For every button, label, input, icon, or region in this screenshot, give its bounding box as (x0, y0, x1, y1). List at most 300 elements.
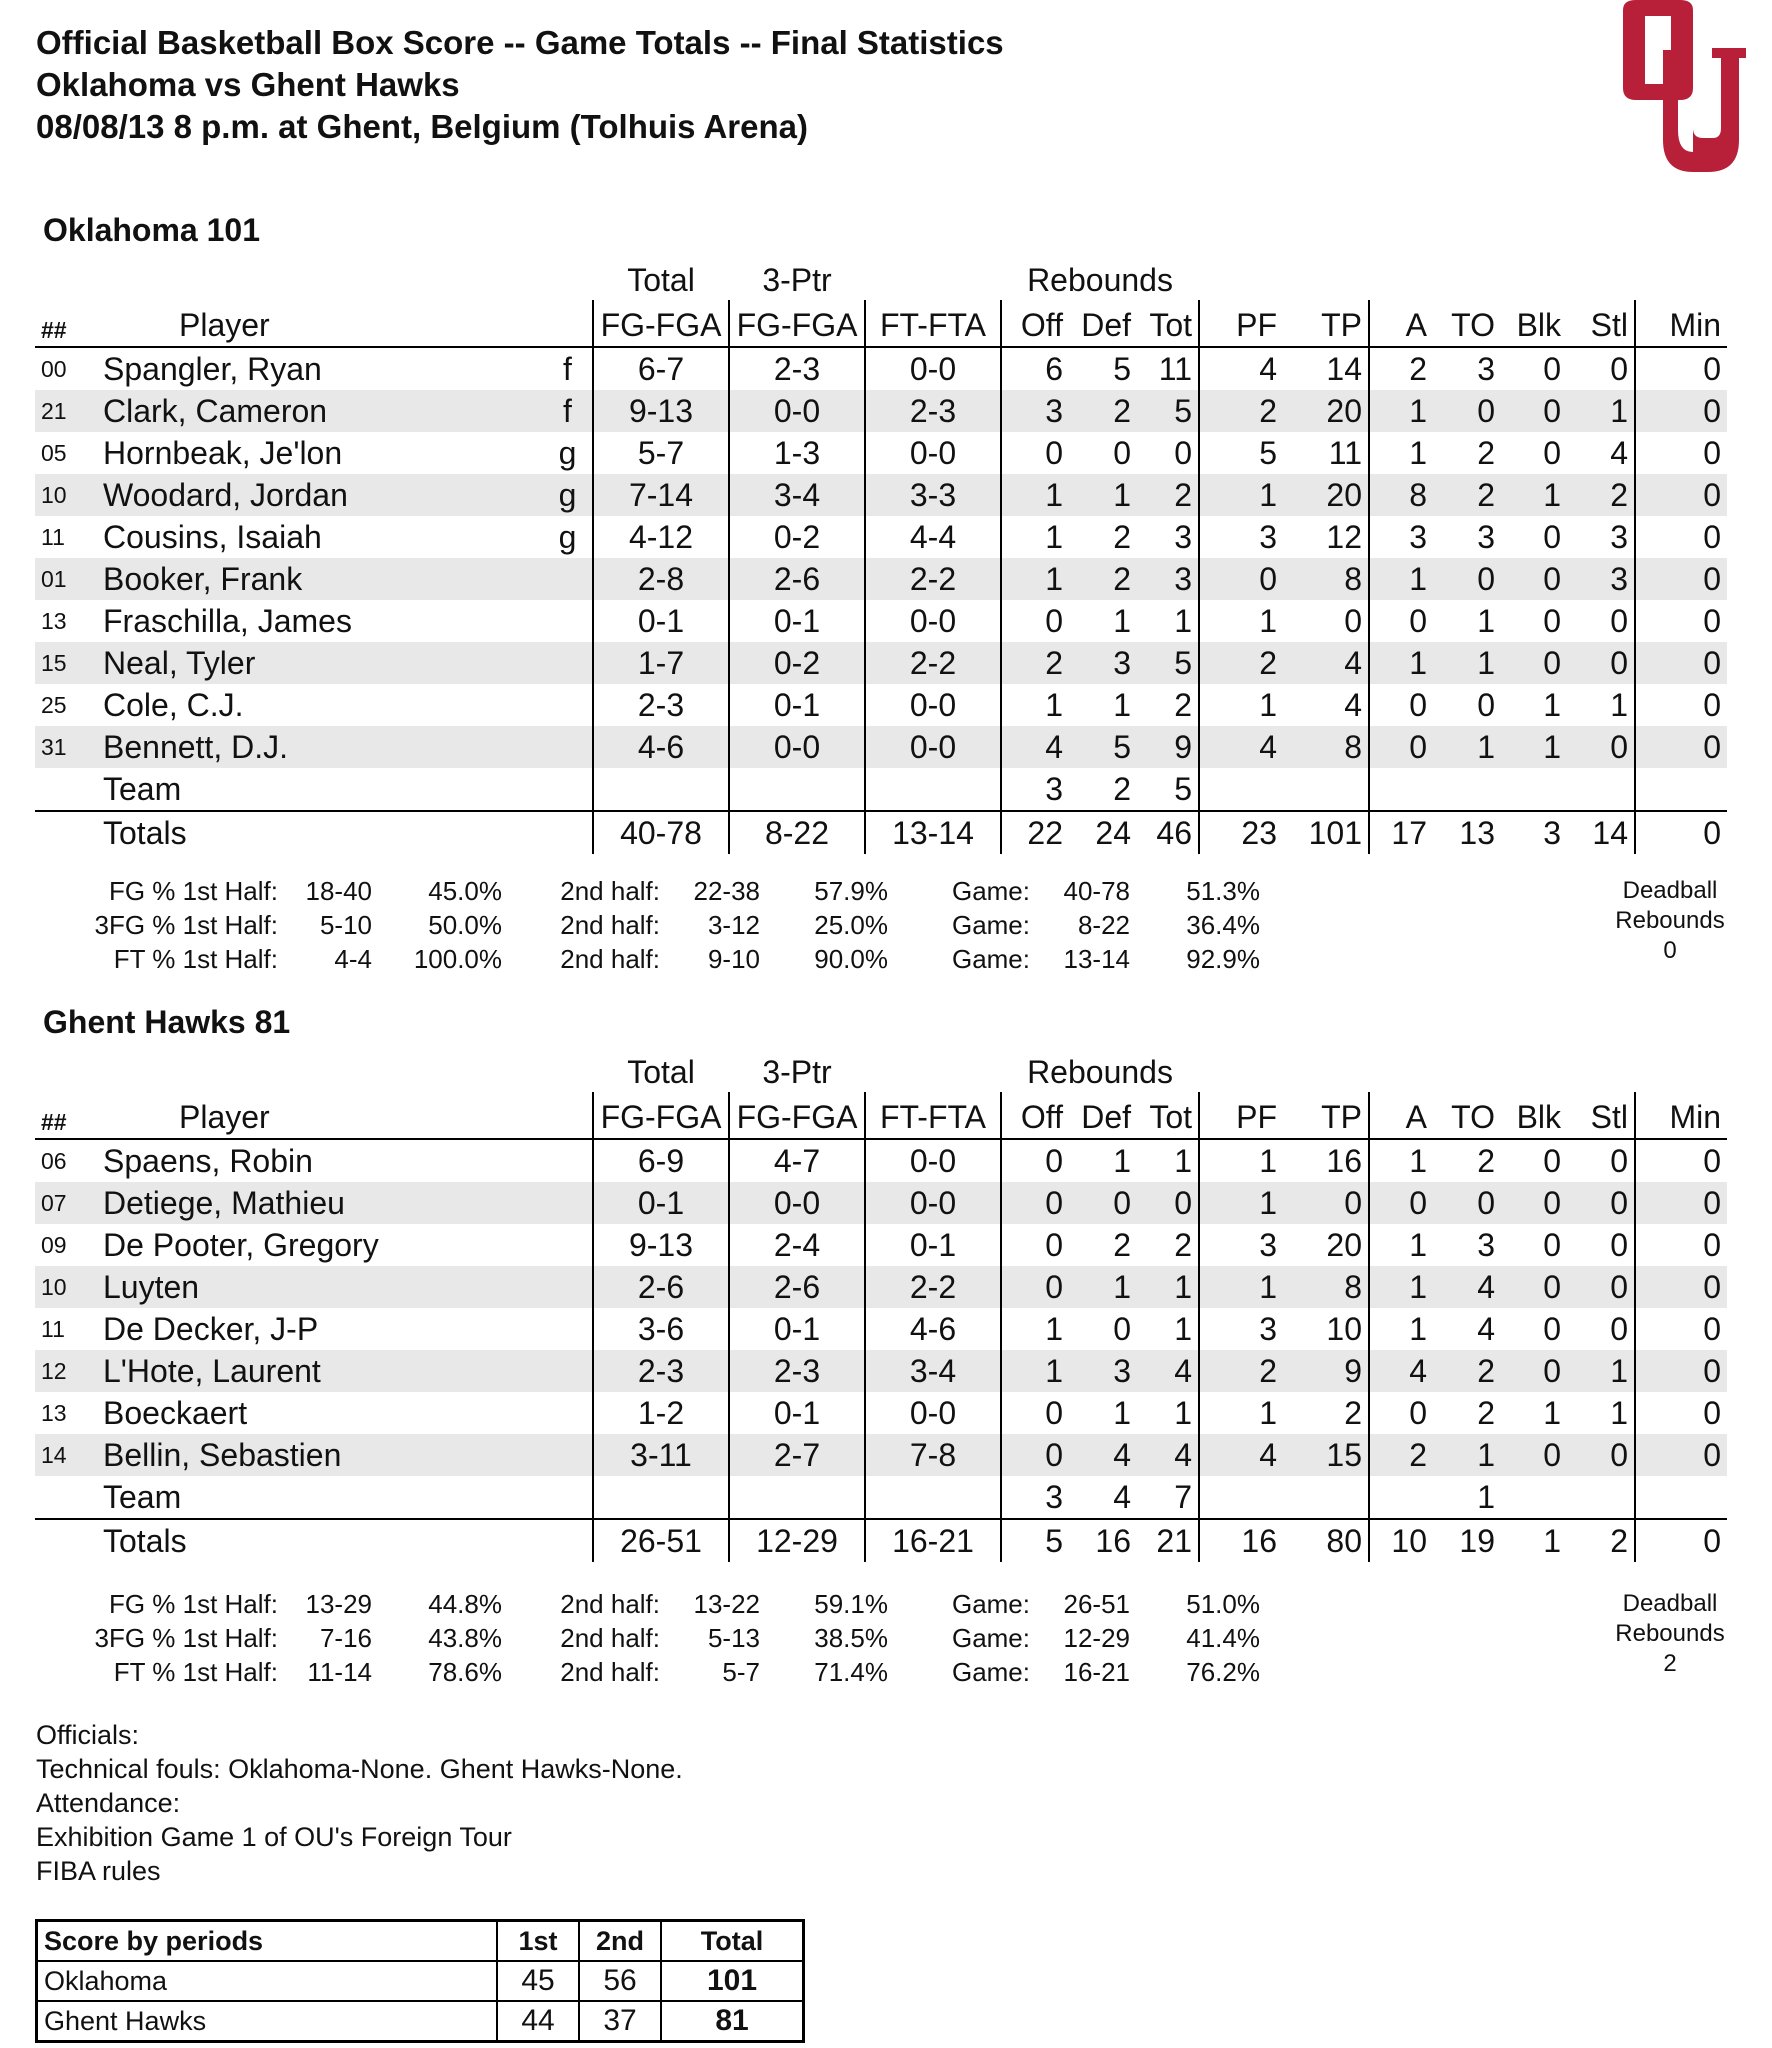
ft-fta: 13-14 (865, 811, 1001, 854)
turnovers: 3 (1477, 1226, 1496, 1263)
player-number: 31 (35, 726, 103, 768)
first-half-made: 4-4 (334, 944, 372, 974)
first-half-pct: 45.0% (428, 876, 502, 906)
player-number: 15 (35, 642, 103, 684)
blocks: 0 (1543, 350, 1562, 387)
reb-off: 1 (1001, 1350, 1069, 1392)
box-score-ghent (35, 1052, 1727, 1562)
group-total-label: Total (627, 1053, 695, 1090)
fg3-fga: 12-29 (729, 1519, 865, 1562)
table-row (35, 390, 1727, 432)
ft-fta: 0-0 (865, 1182, 1001, 1224)
col-blk: Blk (1501, 1092, 1567, 1139)
reb-off: 2 (1001, 642, 1069, 684)
col-stl: Stl (1567, 1092, 1635, 1139)
rebounds-label: Rebounds (1615, 907, 1725, 934)
personal-fouls: 4 (1199, 347, 1283, 390)
turnovers: 1 (1477, 1478, 1496, 1515)
fg3-fga: 3-4 (729, 474, 865, 516)
turnovers: 19 (1433, 1519, 1501, 1562)
assists: 4 (1369, 1350, 1433, 1392)
table-row (35, 1350, 1727, 1392)
fg-fga: 0-1 (593, 600, 729, 642)
personal-fouls: 5 (1199, 432, 1283, 474)
player-number: 10 (35, 1266, 103, 1308)
note-rules: FIBA rules (36, 1856, 161, 1886)
fg-fga: 2-8 (593, 558, 729, 600)
assists: 0 (1369, 1392, 1433, 1434)
blocks: 1 (1501, 1519, 1567, 1562)
reb-off: 3 (1001, 1476, 1069, 1519)
reb-tot: 2 (1174, 686, 1193, 723)
blank (729, 768, 865, 811)
col-tp: TP (1283, 1092, 1369, 1139)
turnovers: 0 (1433, 390, 1501, 432)
second-half-pct: 90.0% (814, 944, 888, 974)
note-technical-fouls: Technical fouls: Oklahoma-None. Ghent Hawks-None. (36, 1754, 683, 1784)
ft-fta: 0-0 (865, 1392, 1001, 1434)
ft-fta: 2-2 (865, 1266, 1001, 1308)
first-half-made: 13-29 (305, 1589, 372, 1619)
player-position (543, 1182, 593, 1224)
blank (729, 1476, 865, 1519)
player-position: f (563, 350, 572, 387)
fg-fga: 0-1 (593, 1182, 729, 1224)
player-name: Fraschilla, James (103, 602, 352, 639)
col-off: Off (1001, 300, 1069, 347)
total-points: 4 (1283, 642, 1369, 684)
steals: 0 (1567, 1182, 1635, 1224)
steals: 14 (1567, 811, 1635, 854)
deadball-label: Deadball (1622, 877, 1718, 904)
player-position (543, 600, 593, 642)
turnovers (1433, 768, 1501, 811)
col-blk: Blk (1501, 300, 1567, 347)
reb-def: 3 (1069, 642, 1137, 684)
game-made: 13-14 (1063, 944, 1130, 974)
minutes: 0 (1635, 1434, 1727, 1476)
second-half-label: 2nd half: (560, 910, 660, 940)
deadball-rebounds-oklahoma (1585, 876, 1755, 966)
col-num: ## (35, 1092, 103, 1139)
reb-off: 5 (1001, 1519, 1069, 1562)
fg3-fga: 0-2 (729, 642, 865, 684)
total-points: 0 (1283, 1182, 1369, 1224)
total-points: 16 (1326, 1142, 1363, 1179)
col-fg3: FG-FGA (729, 300, 865, 347)
player-rows-ghent (35, 1139, 1727, 1562)
total-points: 80 (1283, 1519, 1369, 1562)
reb-off: 0 (1001, 1139, 1069, 1182)
totals-row (35, 1519, 1727, 1562)
col-fg3: FG-FGA (729, 1092, 865, 1139)
reb-off: 0 (1001, 600, 1069, 642)
personal-fouls: 4 (1199, 1434, 1283, 1476)
reb-off: 3 (1001, 390, 1069, 432)
first-half-made: 11-14 (307, 1657, 372, 1687)
minutes: 0 (1635, 1224, 1727, 1266)
total-points: 11 (1328, 434, 1363, 471)
steals: 0 (1567, 1266, 1635, 1308)
reb-off: 0 (1001, 432, 1069, 474)
player-name: Woodard, Jordan (103, 474, 543, 516)
periods-2nd: 37 (579, 2001, 661, 2042)
minutes: 0 (1635, 558, 1727, 600)
total-points: 10 (1326, 1310, 1363, 1347)
minutes: 0 (1635, 684, 1727, 726)
note-officials: Officials: (36, 1720, 140, 1750)
turnovers: 1 (1433, 726, 1501, 768)
pct-label: FT % 1st Half: (113, 1657, 278, 1687)
total-points: 8 (1283, 1266, 1369, 1308)
reb-def: 2 (1113, 1226, 1131, 1263)
col-pf: PF (1199, 1092, 1283, 1139)
team-row-label: Team (103, 770, 182, 807)
periods-1st: 44 (497, 2001, 579, 2042)
player-position: f (543, 390, 593, 432)
periods-row-ghent (37, 2001, 804, 2042)
second-half-label: 2nd half: (560, 1623, 660, 1653)
steals: 0 (1567, 1434, 1635, 1476)
blocks: 0 (1543, 602, 1562, 639)
personal-fouls: 2 (1199, 1350, 1283, 1392)
fg-fga: 2-3 (593, 684, 729, 726)
fg-fga: 2-3 (593, 1350, 729, 1392)
assists: 1 (1369, 642, 1433, 684)
blocks: 1 (1543, 1394, 1562, 1431)
player-position (543, 1266, 593, 1308)
personal-fouls: 23 (1199, 811, 1283, 854)
player-position (543, 642, 593, 684)
reb-def: 1 (1069, 1266, 1137, 1308)
pct-label: 3FG % 1st Half: (94, 910, 278, 940)
blank (593, 768, 729, 811)
second-half-label: 2nd half: (560, 1657, 660, 1687)
player-number: 21 (35, 390, 103, 432)
table-row (35, 516, 1727, 558)
reb-tot: 1 (1137, 1266, 1199, 1308)
second-half-made: 13-22 (693, 1589, 760, 1619)
game-made: 16-21 (1063, 1657, 1130, 1687)
assists: 8 (1369, 474, 1433, 516)
turnovers: 3 (1477, 350, 1496, 387)
blank (35, 811, 103, 854)
minutes: 0 (1635, 1266, 1727, 1308)
minutes: 0 (1635, 642, 1727, 684)
player-name: Neal, Tyler (103, 642, 543, 684)
group-rebounds-label: Rebounds (1027, 1053, 1173, 1090)
periods-header-total: Total (661, 1921, 804, 1962)
total-points: 20 (1283, 390, 1369, 432)
player-position (543, 1139, 593, 1182)
personal-fouls: 2 (1199, 642, 1283, 684)
reb-off: 1 (1001, 474, 1069, 516)
blank (35, 768, 103, 811)
ou-logo-shapes (1623, 0, 1746, 172)
first-half-made: 5-10 (319, 910, 372, 940)
total-points: 14 (1326, 350, 1363, 387)
blank (543, 768, 593, 811)
personal-fouls: 3 (1199, 1224, 1283, 1266)
fg-fga: 4-12 (593, 516, 729, 558)
col-min: Min (1635, 1092, 1727, 1139)
blocks: 0 (1543, 1226, 1562, 1263)
pct-label: FT % 1st Half: (113, 944, 278, 974)
reb-def: 24 (1069, 811, 1137, 854)
fg-fga: 6-9 (593, 1139, 729, 1182)
steals: 1 (1610, 1394, 1629, 1431)
periods-row-oklahoma (37, 1961, 804, 2001)
blocks: 3 (1501, 811, 1567, 854)
ft-fta: 0-1 (865, 1224, 1001, 1266)
game-label: Game: (951, 944, 1030, 974)
turnovers: 2 (1477, 1394, 1496, 1431)
reb-off: 1 (1001, 684, 1069, 726)
player-name: De Pooter, Gregory (103, 1226, 379, 1263)
fg3-fga: 2-6 (729, 558, 865, 600)
second-half-pct: 25.0% (814, 910, 888, 940)
shooting-pct-oklahoma (0, 874, 1300, 976)
ft-fta: 0-0 (865, 432, 1001, 474)
fg3-fga: 2-4 (729, 1224, 865, 1266)
fg-fga: 9-13 (593, 1224, 729, 1266)
periods-total: 81 (661, 2001, 804, 2042)
group-3ptr-label: 3-Ptr (762, 261, 832, 298)
steals: 0 (1610, 1310, 1629, 1347)
personal-fouls: 1 (1199, 1182, 1283, 1224)
player-number: 25 (41, 691, 67, 718)
col-player: Player (103, 1092, 593, 1139)
player-number: 12 (35, 1350, 103, 1392)
player-position: g (543, 474, 593, 516)
blank (543, 1476, 593, 1519)
blocks: 0 (1501, 1350, 1567, 1392)
reb-off: 0 (1001, 1434, 1069, 1476)
turnovers: 4 (1433, 1266, 1501, 1308)
deadball-value: 2 (1663, 1650, 1677, 1677)
game-made: 8-22 (1077, 910, 1130, 940)
player-number: 13 (41, 1399, 67, 1426)
assists: 0 (1369, 1182, 1433, 1224)
fg-fga: 4-6 (593, 726, 729, 768)
player-name: Spaens, Robin (103, 1142, 313, 1179)
pct-label: FG % 1st Half: (108, 876, 278, 906)
deadball-rebounds-ghent (1585, 1589, 1755, 1679)
reb-def: 1 (1113, 1394, 1131, 1431)
periods-header-2nd: 2nd (579, 1921, 661, 1962)
first-half-made: 18-40 (305, 876, 372, 906)
col-tot: Tot (1137, 300, 1199, 347)
game-pct: 36.4% (1186, 910, 1260, 940)
pct-row (0, 1621, 1300, 1655)
total-points: 4 (1344, 686, 1363, 723)
steals: 0 (1610, 350, 1629, 387)
note-attendance: Attendance: (36, 1788, 181, 1818)
table-row (35, 684, 1727, 726)
player-name: Boeckaert (103, 1394, 248, 1431)
table-row (35, 1139, 1727, 1182)
personal-fouls: 2 (1199, 390, 1283, 432)
col-off: Off (1001, 1092, 1069, 1139)
fg3-fga: 4-7 (729, 1139, 865, 1182)
total-points: 8 (1283, 726, 1369, 768)
second-half-made: 5-7 (722, 1657, 760, 1687)
blank (865, 768, 1001, 811)
ou-logo-icon (1608, 0, 1746, 172)
reb-tot: 9 (1137, 726, 1199, 768)
assists: 1 (1369, 432, 1433, 474)
col-def: Def (1069, 1092, 1137, 1139)
reb-def: 3 (1069, 1350, 1137, 1392)
turnovers: 0 (1433, 558, 1501, 600)
player-position: g (558, 518, 577, 555)
minutes: 0 (1635, 811, 1727, 854)
player-number: 14 (35, 1434, 103, 1476)
pct-row (0, 874, 1300, 908)
ft-fta: 16-21 (865, 1519, 1001, 1562)
blank (543, 811, 593, 854)
player-name: De Decker, J-P (103, 1310, 319, 1347)
minutes: 0 (1635, 1350, 1727, 1392)
first-half-made: 7-16 (319, 1623, 372, 1653)
reb-tot: 2 (1174, 1226, 1193, 1263)
second-half-label: 2nd half: (560, 876, 660, 906)
player-position (543, 1224, 593, 1266)
game-pct: 92.9% (1186, 944, 1260, 974)
fg-fga: 1-2 (593, 1392, 729, 1434)
reb-off: 0 (1001, 1224, 1069, 1266)
reb-tot: 1 (1174, 1142, 1193, 1179)
reb-tot: 21 (1137, 1519, 1199, 1562)
minutes: 0 (1635, 1182, 1727, 1224)
reb-tot: 11 (1158, 350, 1193, 387)
ft-fta: 2-3 (865, 390, 1001, 432)
steals: 2 (1567, 474, 1635, 516)
steals: 1 (1567, 1350, 1635, 1392)
reb-tot: 5 (1137, 642, 1199, 684)
second-half-pct: 57.9% (814, 876, 888, 906)
turnovers: 1 (1433, 642, 1501, 684)
assists: 3 (1369, 516, 1433, 558)
ft-fta: 3-3 (865, 474, 1001, 516)
reb-def: 1 (1113, 686, 1131, 723)
turnovers: 2 (1477, 1142, 1496, 1179)
fg3-fga: 8-22 (729, 811, 865, 854)
blank (1635, 1476, 1727, 1519)
reb-off: 0 (1001, 1392, 1069, 1434)
first-half-pct: 43.8% (428, 1623, 502, 1653)
total-points: 8 (1283, 558, 1369, 600)
steals: 0 (1610, 1142, 1629, 1179)
reb-tot: 4 (1137, 1434, 1199, 1476)
steals: 0 (1567, 726, 1635, 768)
col-a: A (1369, 300, 1433, 347)
col-tp: TP (1283, 300, 1369, 347)
game-label: Game: (951, 1589, 1030, 1619)
second-half-pct: 38.5% (814, 1623, 888, 1653)
fg3-fga: 0-0 (729, 726, 865, 768)
table-row (35, 347, 1727, 390)
pct-row (0, 1655, 1300, 1689)
col-a: A (1369, 1092, 1433, 1139)
game-pct: 76.2% (1186, 1657, 1260, 1687)
steals: 4 (1610, 434, 1629, 471)
blank (865, 1476, 1001, 1519)
turnovers: 2 (1433, 474, 1501, 516)
player-name: Hornbeak, Je'lon (103, 434, 343, 471)
table-row (35, 474, 1727, 516)
reb-def: 5 (1113, 350, 1131, 387)
blank (35, 1519, 103, 1562)
steals: 0 (1567, 642, 1635, 684)
table-row (35, 558, 1727, 600)
reb-off: 1 (1001, 1308, 1069, 1350)
reb-def: 2 (1069, 390, 1137, 432)
fg3-fga: 0-1 (729, 1392, 865, 1434)
game-made: 40-78 (1063, 876, 1130, 906)
reb-def: 1 (1113, 602, 1131, 639)
fg3-fga: 0-0 (729, 390, 865, 432)
pct-label: FG % 1st Half: (108, 1589, 278, 1619)
col-player: Player (103, 300, 593, 347)
player-number: 01 (35, 558, 103, 600)
minutes: 0 (1635, 1139, 1727, 1182)
blank (1369, 1476, 1433, 1519)
blank (1199, 768, 1283, 811)
minutes: 0 (1635, 1519, 1727, 1562)
reb-def: 2 (1069, 558, 1137, 600)
reb-off: 4 (1001, 726, 1069, 768)
reb-off: 0 (1001, 1266, 1069, 1308)
player-name: Luyten (103, 1266, 543, 1308)
periods-team: Oklahoma (37, 1961, 498, 2001)
fg3-fga: 2-7 (729, 1434, 865, 1476)
col-to: TO (1433, 1092, 1501, 1139)
blank (1635, 768, 1727, 811)
blank (593, 1476, 729, 1519)
personal-fouls: 1 (1199, 1392, 1283, 1434)
personal-fouls: 1 (1199, 1139, 1283, 1182)
fg3-fga: 0-1 (729, 600, 865, 642)
col-def: Def (1069, 300, 1137, 347)
turnovers: 13 (1433, 811, 1501, 854)
blank (1501, 768, 1567, 811)
blocks: 0 (1543, 1142, 1562, 1179)
game-pct: 41.4% (1186, 1623, 1260, 1653)
game-pct: 51.0% (1186, 1589, 1260, 1619)
second-half-made: 9-10 (707, 944, 760, 974)
second-half-pct: 59.1% (814, 1589, 888, 1619)
col-ft: FT-FTA (865, 1092, 1001, 1139)
personal-fouls: 0 (1199, 558, 1283, 600)
pct-row (0, 1587, 1300, 1621)
player-name: Bellin, Sebastien (103, 1434, 543, 1476)
player-name: Cousins, Isaiah (103, 518, 322, 555)
player-number: 06 (41, 1147, 67, 1174)
matchup: Oklahoma vs Ghent Hawks (36, 66, 460, 103)
game-label: Game: (951, 1657, 1030, 1687)
blank (1199, 1476, 1283, 1519)
assists: 1 (1369, 558, 1433, 600)
player-position (543, 1434, 593, 1476)
minutes: 0 (1635, 390, 1727, 432)
player-position (543, 684, 593, 726)
reb-def: 2 (1113, 770, 1131, 807)
ft-fta: 0-0 (865, 347, 1001, 390)
assists: 1 (1369, 1266, 1433, 1308)
assists: 0 (1369, 600, 1433, 642)
blocks: 0 (1501, 390, 1567, 432)
